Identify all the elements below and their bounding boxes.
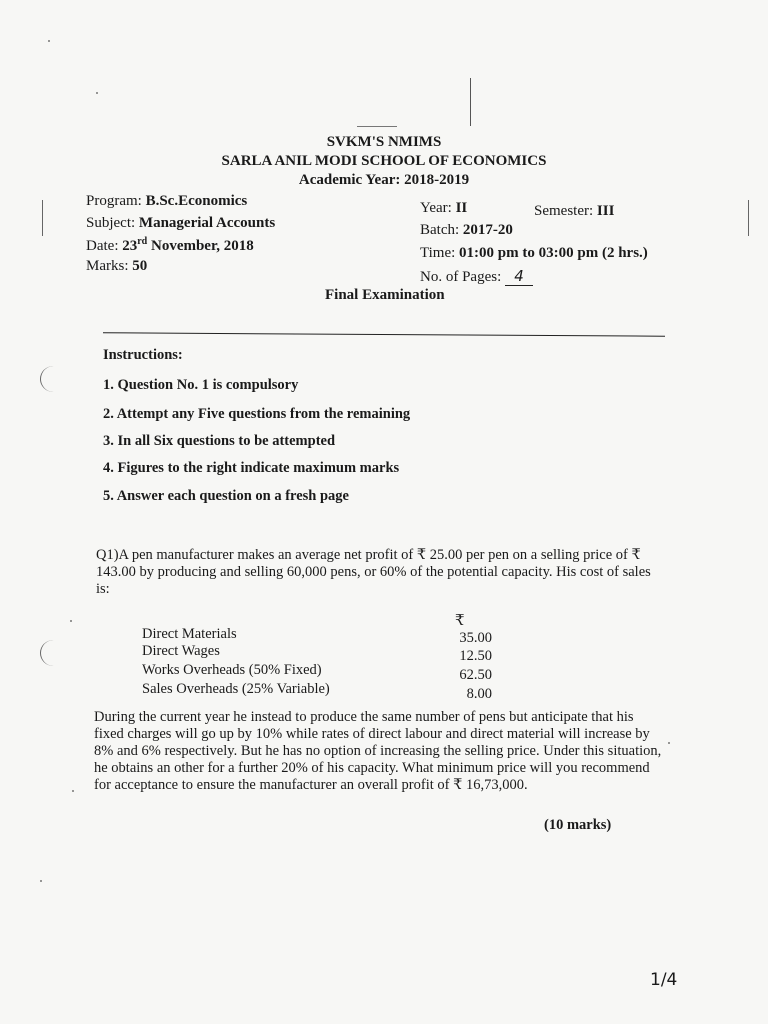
scan-speck — [668, 742, 670, 744]
question-marks: (10 marks) — [544, 817, 612, 833]
cost-value: 12.50 — [459, 648, 492, 664]
semester-value: III — [596, 203, 615, 219]
cost-value: 62.50 — [459, 667, 492, 683]
subject-label: Subject: — [86, 215, 136, 231]
semester-row — [534, 203, 614, 220]
cost-value: 35.00 — [459, 630, 492, 646]
cost-label: Direct Materials — [142, 626, 237, 642]
instruction-item: 2. Attempt any Five questions from the remaining — [103, 406, 411, 422]
year-row — [420, 200, 467, 217]
date-ordinal: rd — [137, 236, 148, 247]
scan-speck — [72, 790, 74, 792]
punch-hole-mark — [40, 640, 67, 666]
scan-top-dash — [357, 126, 397, 127]
header-divider — [103, 332, 665, 336]
date-label: Date: — [86, 238, 119, 254]
year-value: II — [455, 200, 468, 216]
date-row — [86, 236, 254, 255]
scan-speck — [70, 620, 72, 622]
cost-label: Works Overheads (50% Fixed) — [142, 662, 322, 678]
semester-label: Semester: — [534, 203, 594, 219]
subject-value: Managerial Accounts — [138, 215, 276, 231]
program-value: B.Sc.Economics — [145, 193, 248, 209]
instruction-item: 1. Question No. 1 is compulsory — [103, 377, 299, 393]
cost-value: 8.00 — [466, 686, 492, 702]
batch-row — [420, 222, 513, 239]
question-body: During the current year he instead to produce the same number of pens but anticipate that his fixed charges will go up by 10% while rates of direct labour and direct material will increase by 8% and 6% respectively. But he has no option of increasing the selling price. Under this situation, he obtains an other for a further 20% of his capacity. What minimum price will you recommend for acceptance to ensure the manufacturer an overall profit of ₹ 16,73,000. — [94, 709, 662, 793]
marks-row — [86, 258, 147, 275]
scan-speck — [48, 40, 50, 42]
academic-year: Academic Year: 2018-2019 — [298, 172, 470, 188]
time-value: 01:00 pm to 03:00 pm (2 hrs.) — [459, 245, 648, 261]
school-name: SARLA ANIL MODI SCHOOL OF ECONOMICS — [221, 153, 547, 169]
time-row — [420, 245, 648, 262]
currency-header: ₹ — [455, 613, 465, 629]
pages-value: 4 — [505, 267, 533, 286]
page-number: 1/4 — [650, 970, 678, 990]
scan-speck — [40, 880, 42, 882]
date-day: 23 — [122, 238, 138, 254]
scan-left-mark — [42, 200, 43, 236]
cost-label: Direct Wages — [142, 643, 220, 659]
punch-hole-mark — [40, 366, 67, 392]
instruction-item: 3. In all Six questions to be attempted — [103, 433, 336, 449]
question-intro: Q1)A pen manufacturer makes an average net profit of ₹ 25.00 per pen on a selling price of ₹ 143.00 by producing and selling 60,000 pens, or 60% of the potential capacity. His cost of sales is: — [96, 547, 651, 597]
subject-row — [86, 215, 275, 232]
year-label: Year: — [420, 200, 452, 216]
time-label: Time: — [420, 245, 456, 261]
pages-row — [420, 267, 533, 286]
scan-speck — [96, 92, 98, 94]
batch-label: Batch: — [420, 222, 460, 238]
program-row — [86, 193, 247, 210]
exam-title: Final Examination — [325, 287, 445, 303]
instruction-item: 5. Answer each question on a fresh page — [103, 488, 349, 504]
batch-value: 2017-20 — [462, 222, 513, 238]
institute-group-name: SVKM'S NMIMS — [326, 134, 442, 150]
instructions-heading: Instructions: — [103, 347, 183, 363]
marks-value: 50 — [132, 258, 148, 274]
pages-label: No. of Pages: — [420, 269, 502, 285]
date-rest: November, 2018 — [150, 238, 254, 254]
marks-label: Marks: — [86, 258, 129, 274]
instruction-item: 4. Figures to the right indicate maximum marks — [103, 460, 400, 476]
scan-right-mark — [748, 200, 749, 236]
program-label: Program: — [86, 193, 142, 209]
cost-label: Sales Overheads (25% Variable) — [142, 681, 330, 697]
scan-vertical-mark — [470, 78, 471, 126]
